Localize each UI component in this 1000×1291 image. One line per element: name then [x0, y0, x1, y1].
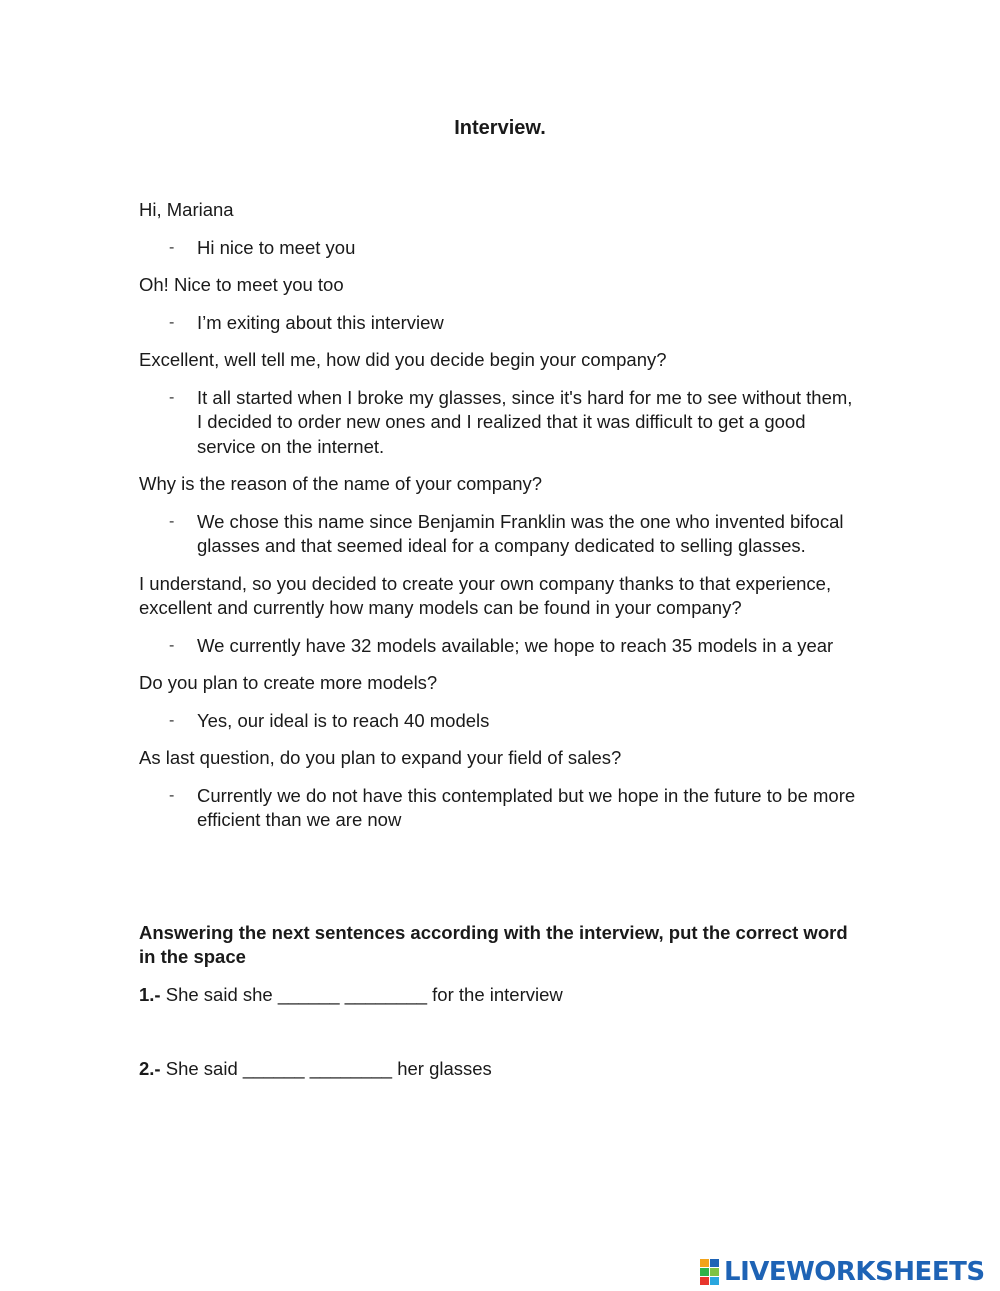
answer-text: We currently have 32 models available; we hope to reach 35 models in a year — [197, 634, 834, 656]
question: Oh! Nice to meet you too — [139, 274, 344, 295]
bullet-dash: - — [169, 636, 175, 654]
answer — [139, 236, 859, 261]
question: Do you plan to create more models? — [139, 672, 438, 693]
exercise-number: 2.- — [139, 1058, 161, 1079]
answer-text: Currently we do not have this contemplated but we hope in the future to be more efficient than we are now — [197, 784, 856, 830]
question: Hi, Mariana — [139, 199, 234, 220]
answer-text: We chose this name since Benjamin Franklin was the one who invented bifocal glasses and that seemed ideal for a company dedicated to selling glasses. — [197, 510, 844, 556]
question: Why is the reason of the name of your company? — [139, 473, 543, 494]
question: Excellent, well tell me, how did you decide begin your company? — [139, 349, 667, 370]
worksheet-content — [139, 198, 859, 1082]
bullet-dash: - — [169, 238, 175, 256]
answer — [139, 634, 859, 659]
bullet-dash: - — [169, 786, 175, 804]
exercise-item-2 — [139, 1057, 859, 1082]
bullet-dash: - — [169, 512, 175, 530]
liveworksheets-logo-text: LIVEWORKSHEETS — [724, 1257, 985, 1287]
question: As last question, do you plan to expand your field of sales? — [139, 747, 622, 768]
bullet-dash: - — [169, 388, 175, 406]
page-title: Interview. — [454, 117, 546, 139]
question: I understand, so you decided to create your own company thanks to that experience, excellent and currently how many models can be found in your company? — [139, 572, 832, 618]
answer-text: It all started when I broke my glasses, since it's hard for me to see without them, I decided to order new ones and I realized that it was difficult to get a good service on the internet. — [197, 386, 853, 457]
answer-text: Hi nice to meet you — [197, 236, 356, 258]
spacer — [139, 846, 859, 921]
answer — [139, 386, 859, 460]
exercise-number: 1.- — [139, 983, 161, 1005]
answer — [139, 709, 859, 734]
liveworksheets-logo — [700, 1255, 985, 1289]
answer — [139, 311, 859, 336]
spacer — [139, 1007, 859, 1057]
exercise-text: She said she ______ ________ for the interview — [160, 983, 563, 1005]
answer — [139, 510, 859, 559]
liveworksheets-logo-icon — [700, 1257, 722, 1287]
answer-text: Yes, our ideal is to reach 40 models — [197, 709, 490, 731]
exercise-item-1 — [139, 983, 859, 1008]
bullet-dash: - — [169, 313, 175, 331]
exercise-text: She said ______ ________ her glasses — [160, 1058, 492, 1079]
answer-text: I’m exiting about this interview — [197, 311, 444, 333]
answer — [139, 784, 859, 833]
exercise-instructions: Answering the next sentences according with the interview, put the correct word in the space — [139, 921, 848, 967]
bullet-dash: - — [169, 711, 175, 729]
